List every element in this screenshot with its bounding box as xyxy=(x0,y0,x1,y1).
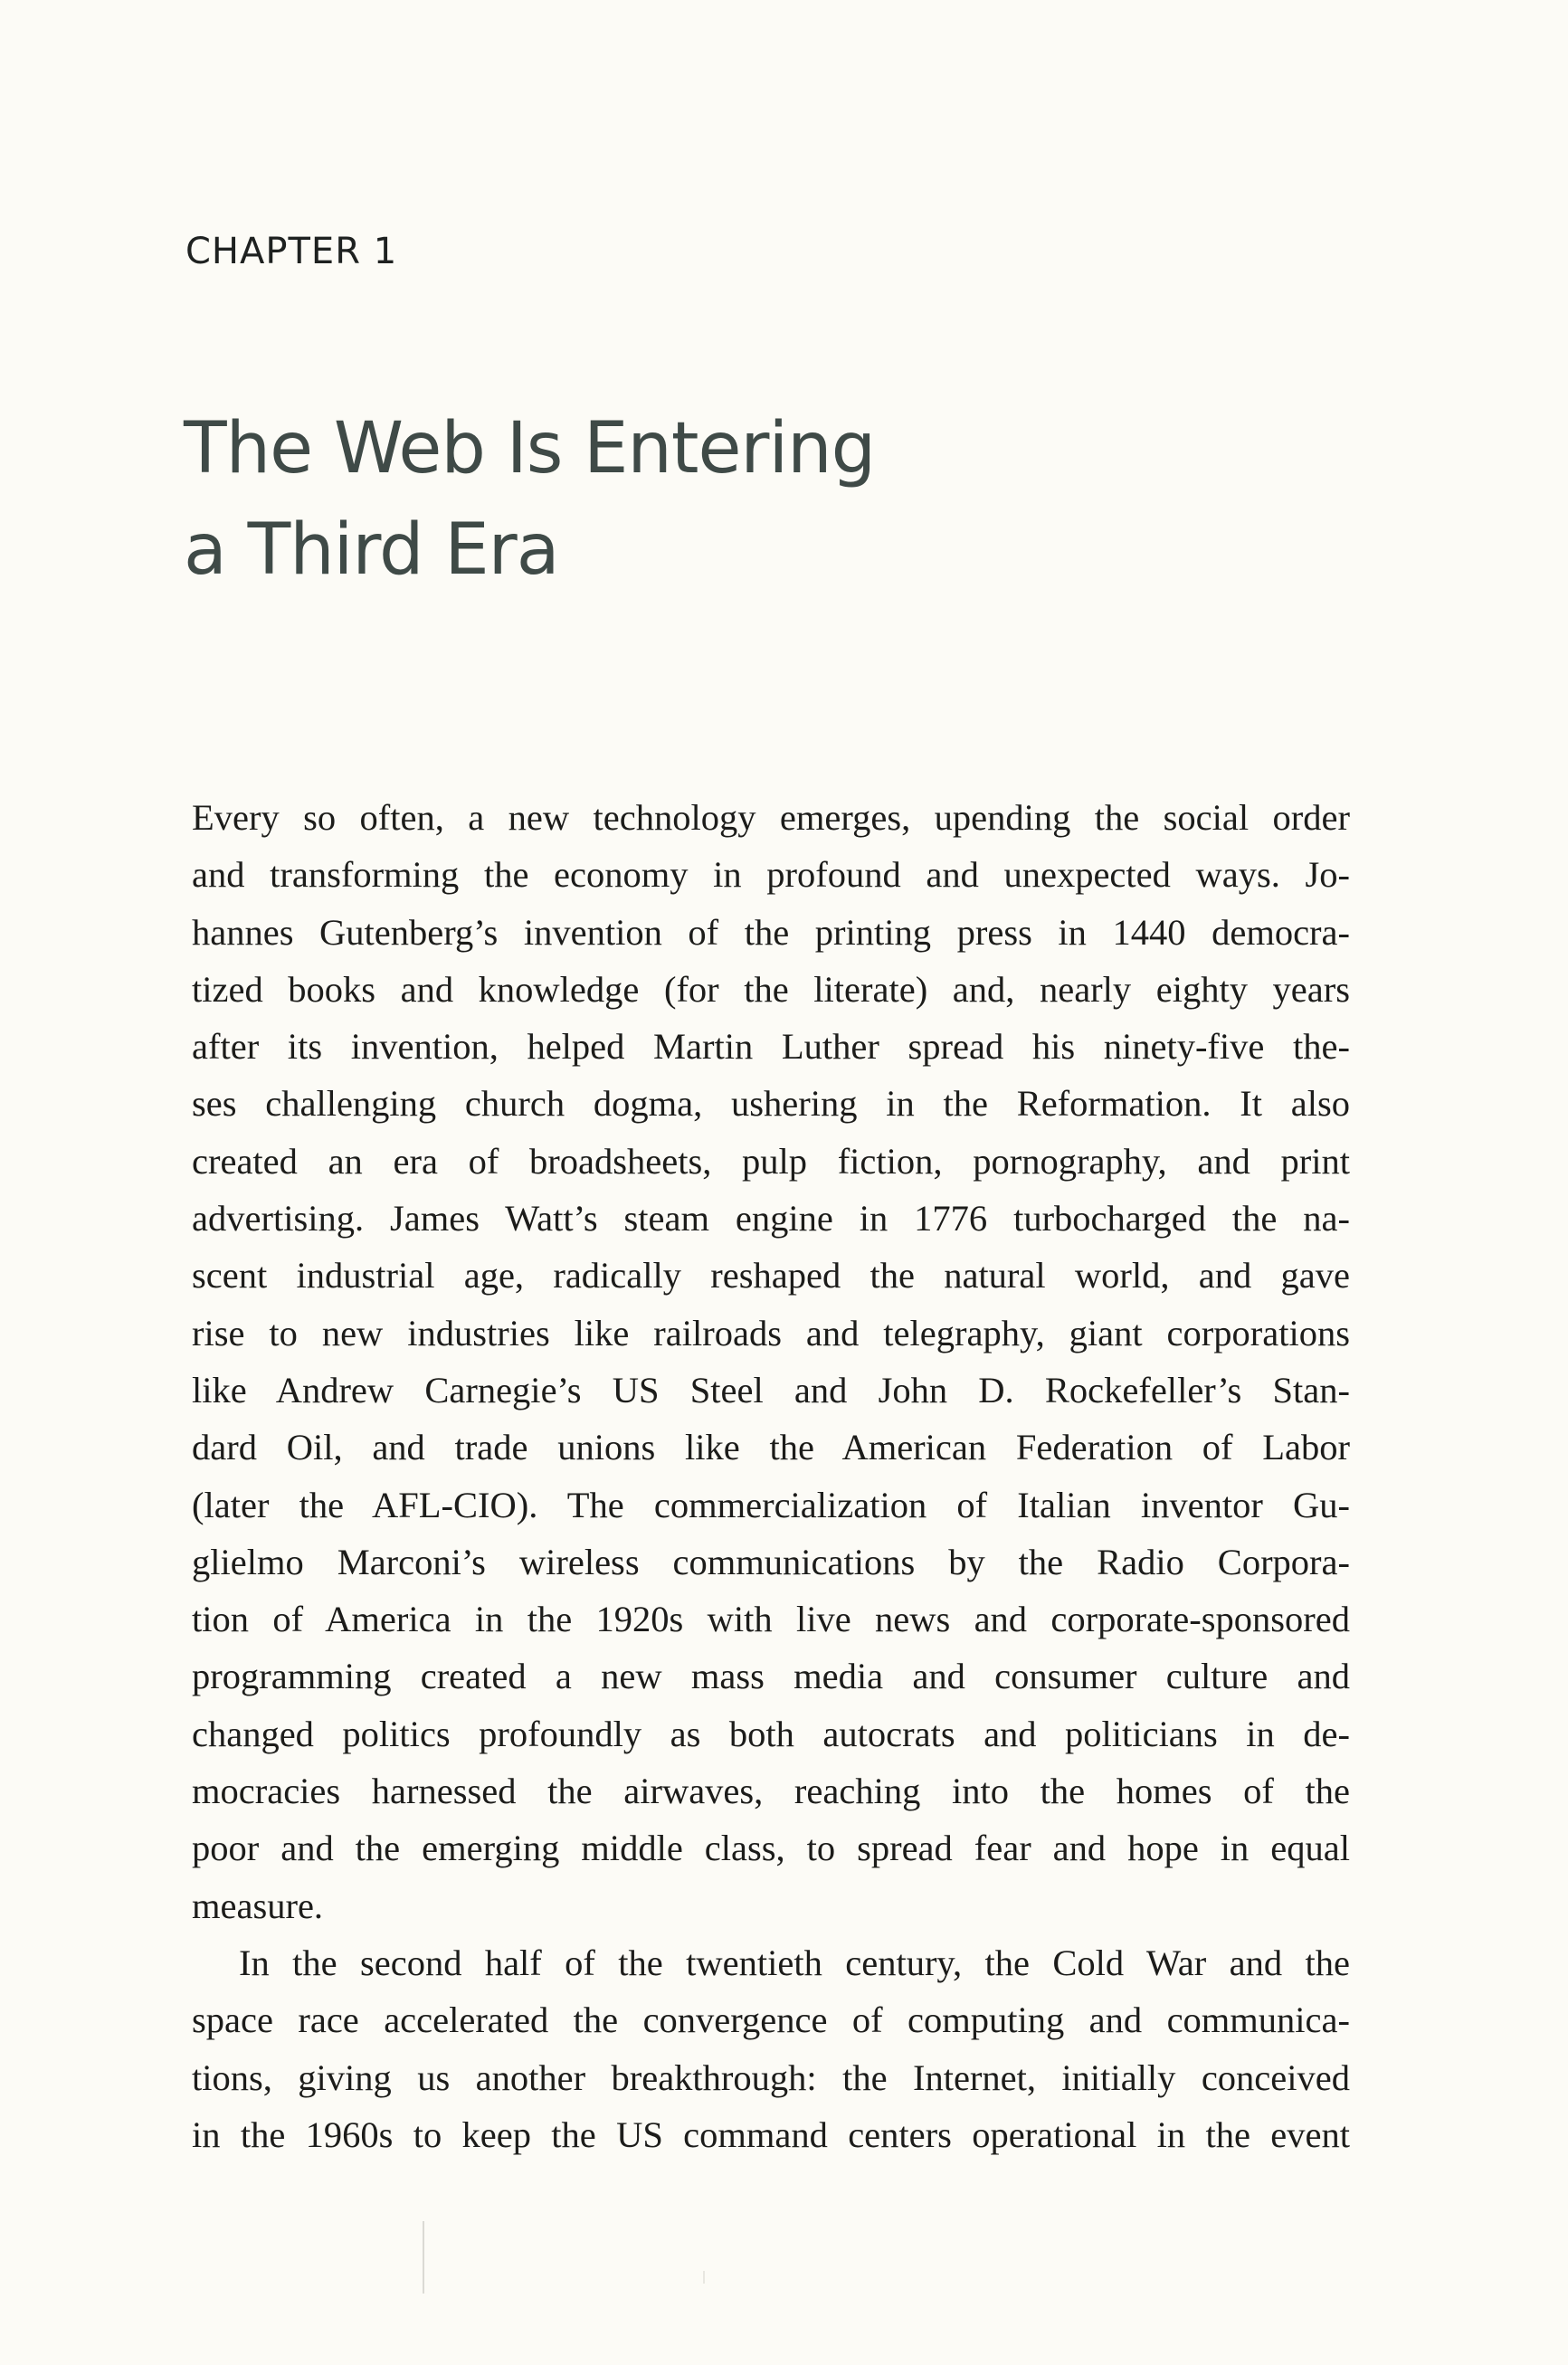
scan-artifact xyxy=(423,2221,424,2294)
text-line: Every so often, a new technology emerges, upending the social order xyxy=(192,797,1350,838)
text-line: ses challenging church dogma, ushering in the Reformation. It also xyxy=(192,1083,1350,1125)
paragraph-1 xyxy=(192,789,1350,1934)
text-line: in the 1960s to keep the US command centers operational in the event xyxy=(192,2113,1350,2155)
text-line: scent industrial age, radically reshaped the natural world, and gave xyxy=(192,1255,1350,1296)
chapter-title-line-1: The Web Is Entering xyxy=(184,408,876,489)
text-line: advertising. James Watt’s steam engine in 1776 turbocharged the na- xyxy=(192,1198,1350,1239)
text-line: programming created a new mass media and consumer culture and xyxy=(192,1656,1350,1697)
text-line: poor and the emerging middle class, to spread fear and hope in equal xyxy=(192,1828,1350,1869)
text-line: tions, giving us another breakthrough: the Internet, initially conceived xyxy=(192,2056,1350,2098)
text-line: measure. xyxy=(192,1885,324,1926)
text-line: dard Oil, and trade unions like the American Federation of Labor xyxy=(192,1427,1350,1468)
paragraph-2 xyxy=(192,1934,1350,2163)
text-line: tized books and knowledge (for the literate) and, nearly eighty years xyxy=(192,968,1350,1010)
text-line: after its invention, helped Martin Luther spread his ninety-five the- xyxy=(192,1026,1350,1068)
text-line: glielmo Marconi’s wireless communications by the Radio Corpora- xyxy=(192,1541,1350,1582)
text-line: and transforming the economy in profound and unexpected ways. Jo- xyxy=(192,854,1350,896)
text-line: rise to new industries like railroads and telegraphy, giant corporations xyxy=(192,1312,1350,1353)
text-line: hannes Gutenberg’s invention of the printing press in 1440 democra- xyxy=(192,911,1350,953)
text-line: like Andrew Carnegie’s US Steel and John D. Rockefeller’s Stan- xyxy=(192,1369,1350,1410)
text-line: (later the AFL-CIO). The commercialization of Italian inventor Gu- xyxy=(192,1484,1350,1525)
chapter-title-line-2: a Third Era xyxy=(184,509,559,591)
text-line: changed politics profoundly as both autocrats and politicians in de- xyxy=(192,1713,1350,1754)
text-line: created an era of broadsheets, pulp fiction, pornography, and print xyxy=(192,1140,1350,1182)
chapter-label: CHAPTER 1 xyxy=(185,231,398,272)
chapter-title xyxy=(184,398,875,601)
text-line: In the second half of the twentieth century, the Cold War and the xyxy=(239,1942,1350,1983)
scan-artifact xyxy=(703,2271,705,2284)
text-line: mocracies harnessed the airwaves, reaching into the homes of the xyxy=(192,1771,1350,1812)
text-line: tion of America in the 1920s with live news and corporate-sponsored xyxy=(192,1599,1350,1640)
text-line: space race accelerated the convergence of computing and communica- xyxy=(192,1999,1350,2041)
body-text xyxy=(192,789,1350,2163)
